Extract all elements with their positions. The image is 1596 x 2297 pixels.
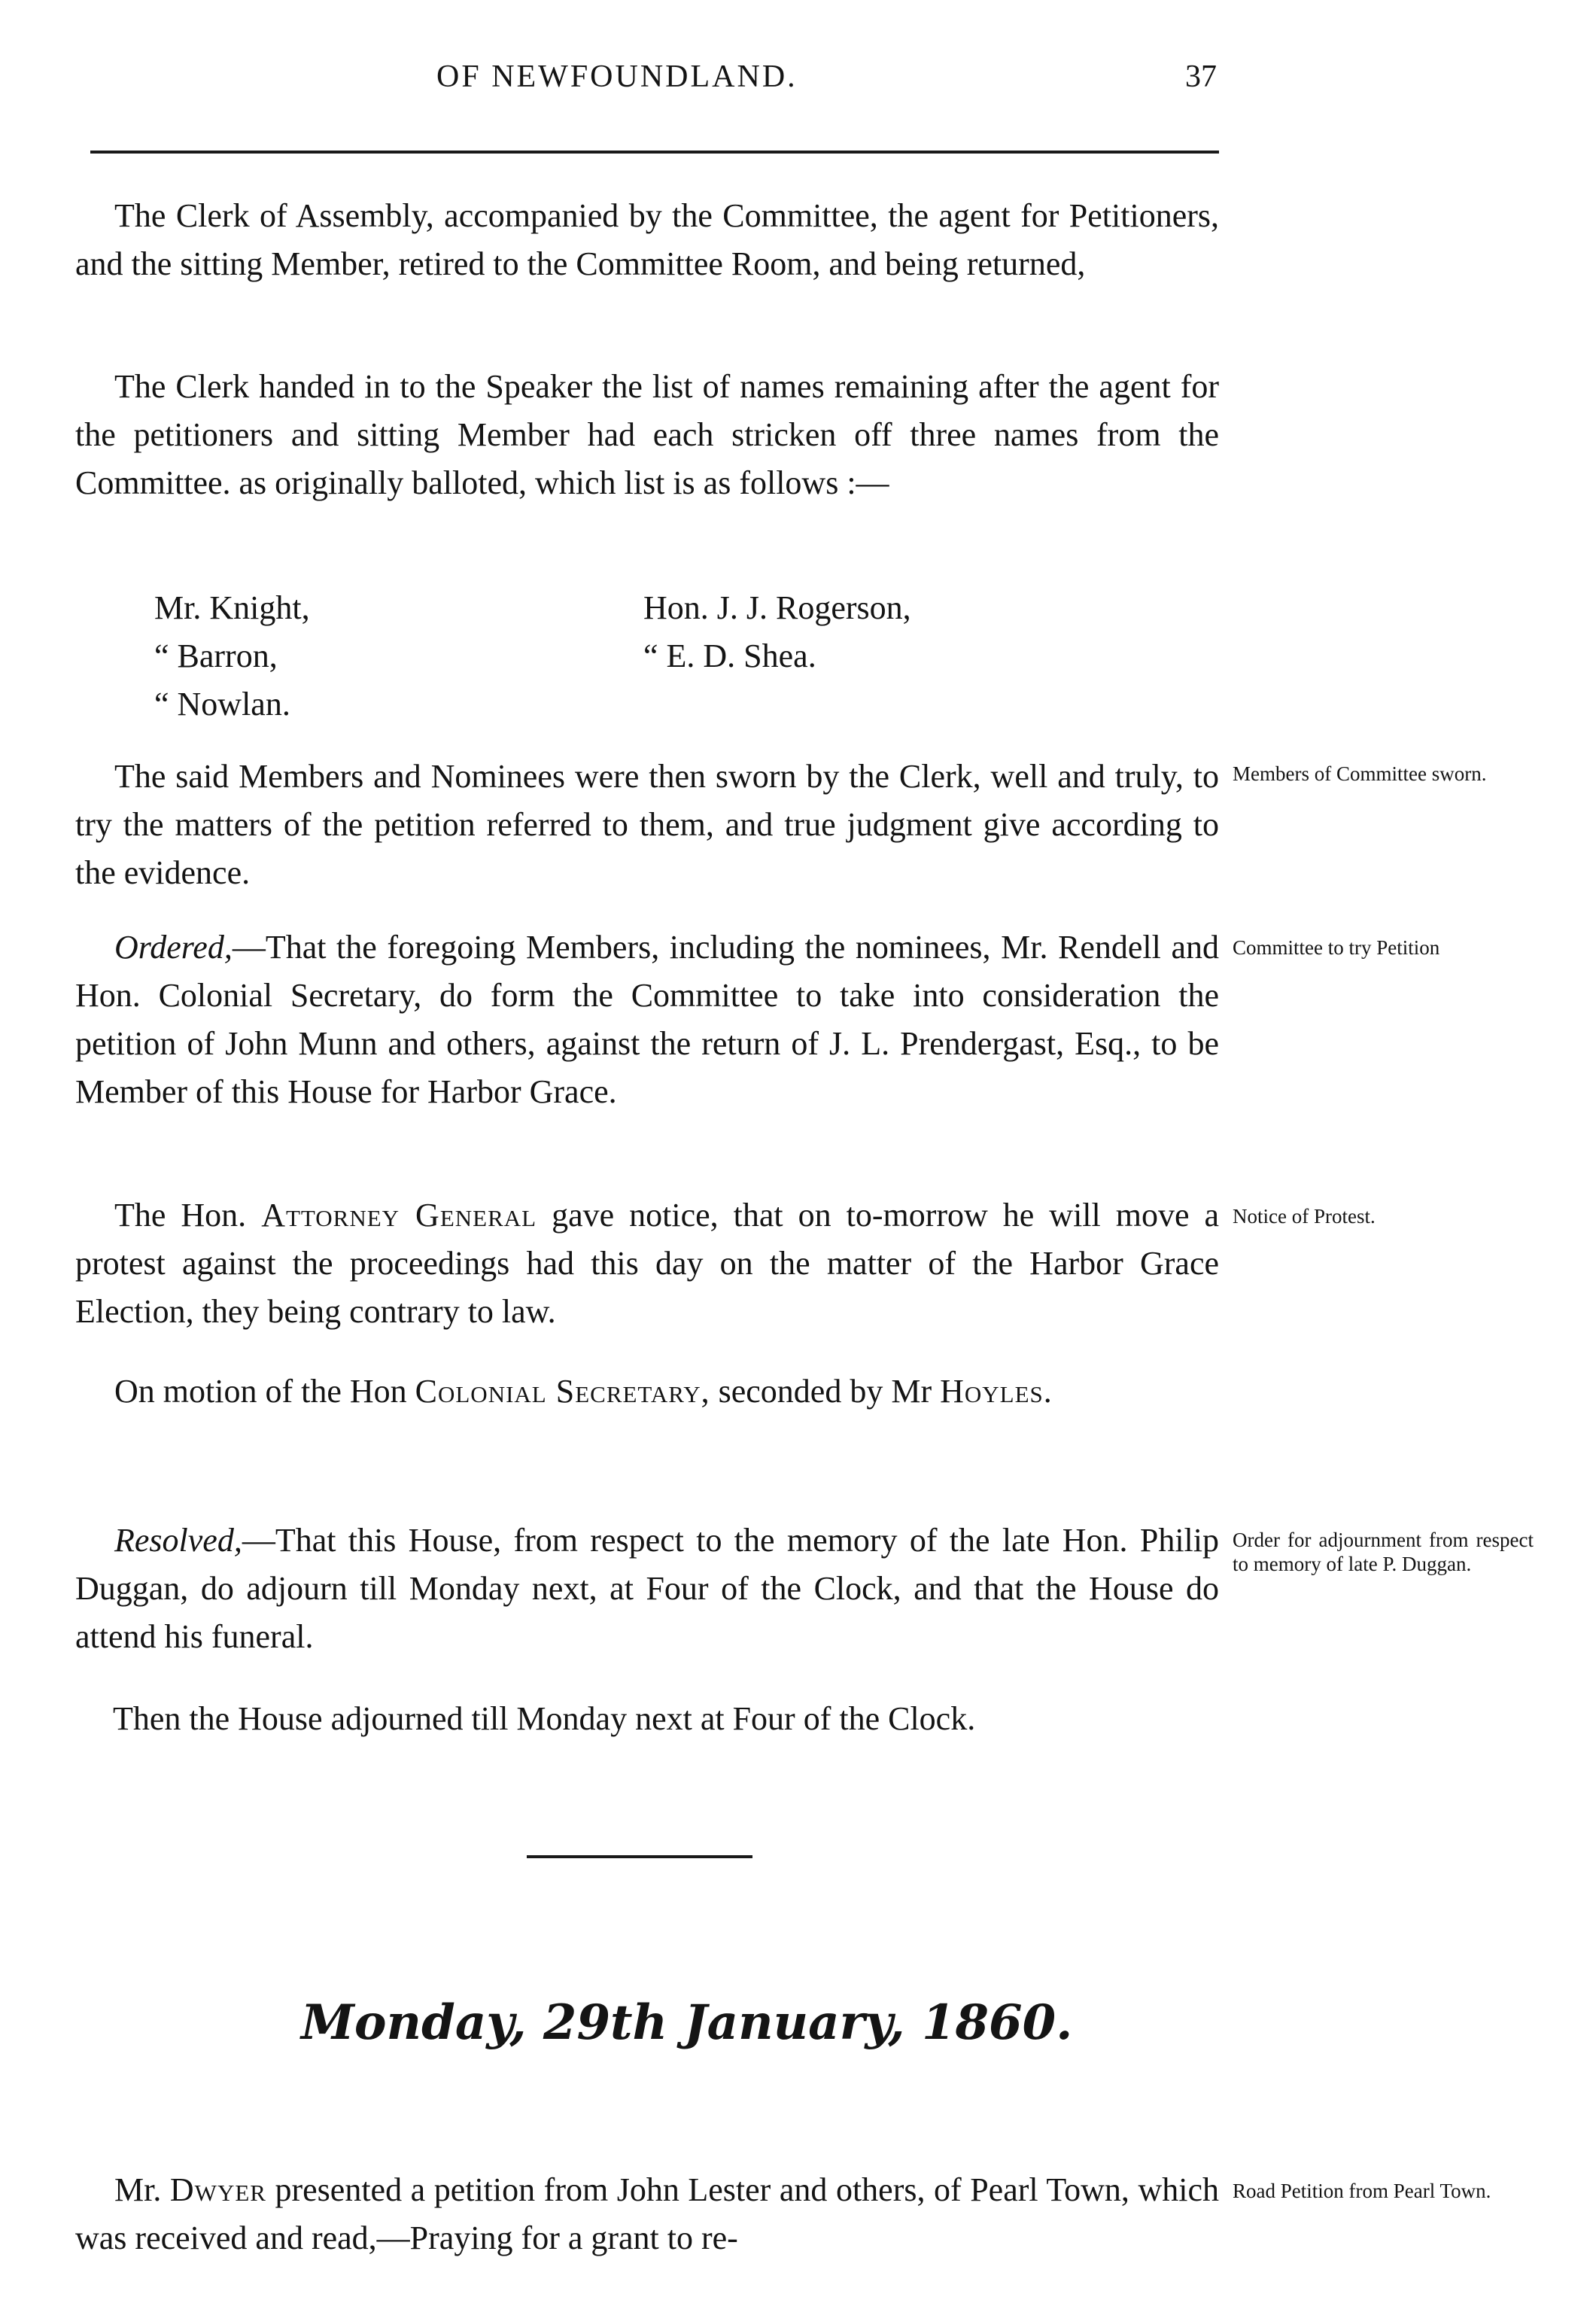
paragraph-text: seconded by Mr: [718, 1373, 932, 1410]
marginal-note: Road Petition from Pearl Town.: [1233, 2180, 1491, 2202]
paragraph-members-sworn: [75, 753, 1219, 897]
header-rule: [90, 151, 1219, 154]
name-entry: Mr. Knight,: [154, 589, 310, 626]
date-heading: Monday, 29th January, 1860.: [301, 1994, 1073, 2051]
paragraph-text: —That this House, from respect to the memory of the late Hon. Philip Duggan, do adjourn till Monday next, at Four of the Clock, and that the House do attend his funeral.: [75, 1522, 1219, 1655]
marginal-note: Committee to try Petition: [1233, 936, 1440, 959]
running-header: OF NEWFOUNDLAND.: [436, 59, 798, 94]
marginal-note: Members of Committee sworn.: [1233, 762, 1487, 785]
paragraph-text: gave notice, that on to-morrow he will move a protest against the proceedings had this day on the matter of the Harbor Grace Election, they being contrary to law.: [75, 1197, 1220, 1330]
paragraph-list-handed-in: [75, 363, 1219, 507]
paragraph-text: Mr.: [114, 2171, 162, 2208]
paragraph-text: The Clerk of Assembly, accompanied by the Committee, the agent for Petitioners, and the sitting Member, retired to the Committee Room, and being returned,: [75, 197, 1219, 282]
paragraph-text: The Hon.: [114, 1197, 247, 1234]
names-left-column: [154, 584, 606, 729]
resolved-lead: Resolved,: [114, 1522, 242, 1559]
paragraph-ordered: [75, 923, 1219, 1116]
names-right-column: [643, 584, 1095, 680]
paragraph-adjourned: Then the House adjourned till Monday next at Four of the Clock.: [113, 1700, 976, 1737]
paragraph-text: The Clerk handed in to the Speaker the list of names remaining after the agent for the petitioners and sitting Member had each stricken off three names from the Committee. as originally balloted, which list is as follows :—: [75, 368, 1219, 501]
section-divider: [527, 1855, 752, 1858]
name-entry: “ Nowlan.: [154, 686, 290, 723]
marginal-note: Order for adjournment from respect to memory of late P. Duggan.: [1233, 1529, 1534, 1575]
hoyles-name: Hoyles.: [940, 1373, 1053, 1410]
paragraph-text: The said Members and Nominees were then sworn by the Clerk, well and truly, to try the matters of the petition referred to them, and true judgment give according to the evidence.: [75, 758, 1219, 891]
paragraph-text: On motion of the Hon: [114, 1373, 407, 1410]
ordered-lead: Ordered,: [114, 929, 233, 966]
paragraph-text: —That the foregoing Members, including the nominees, Mr. Rendell and Hon. Colonial Secretary, do form the Committee to take into consideration the petition of John Munn and others, against the return of J. L. Prendergast, Esq., to be Member of this House for Harbor Grace.: [75, 929, 1219, 1110]
attorney-general-name: Attorney General: [261, 1197, 537, 1234]
name-entry: Hon. J. J. Rogerson,: [643, 589, 911, 626]
page-number: 37: [1185, 59, 1217, 94]
paragraph-resolved: [75, 1517, 1219, 1661]
name-entry: “ Barron,: [154, 637, 278, 674]
colonial-secretary-name: Colonial Secretary,: [415, 1373, 710, 1410]
paragraph-road-petition: [75, 2166, 1219, 2262]
paragraph-clerk-retired: [75, 192, 1219, 288]
paragraph-notice-of-protest: [75, 1191, 1219, 1336]
dwyer-name: Dwyer: [169, 2171, 266, 2208]
paragraph-text: presented a petition from John Lester and others, of Pearl Town, which was received and read,—Praying for a grant to re-: [75, 2171, 1220, 2256]
marginal-note: Notice of Protest.: [1233, 1205, 1376, 1228]
paragraph-motion: [75, 1368, 1219, 1416]
name-entry: “ E. D. Shea.: [643, 637, 816, 674]
